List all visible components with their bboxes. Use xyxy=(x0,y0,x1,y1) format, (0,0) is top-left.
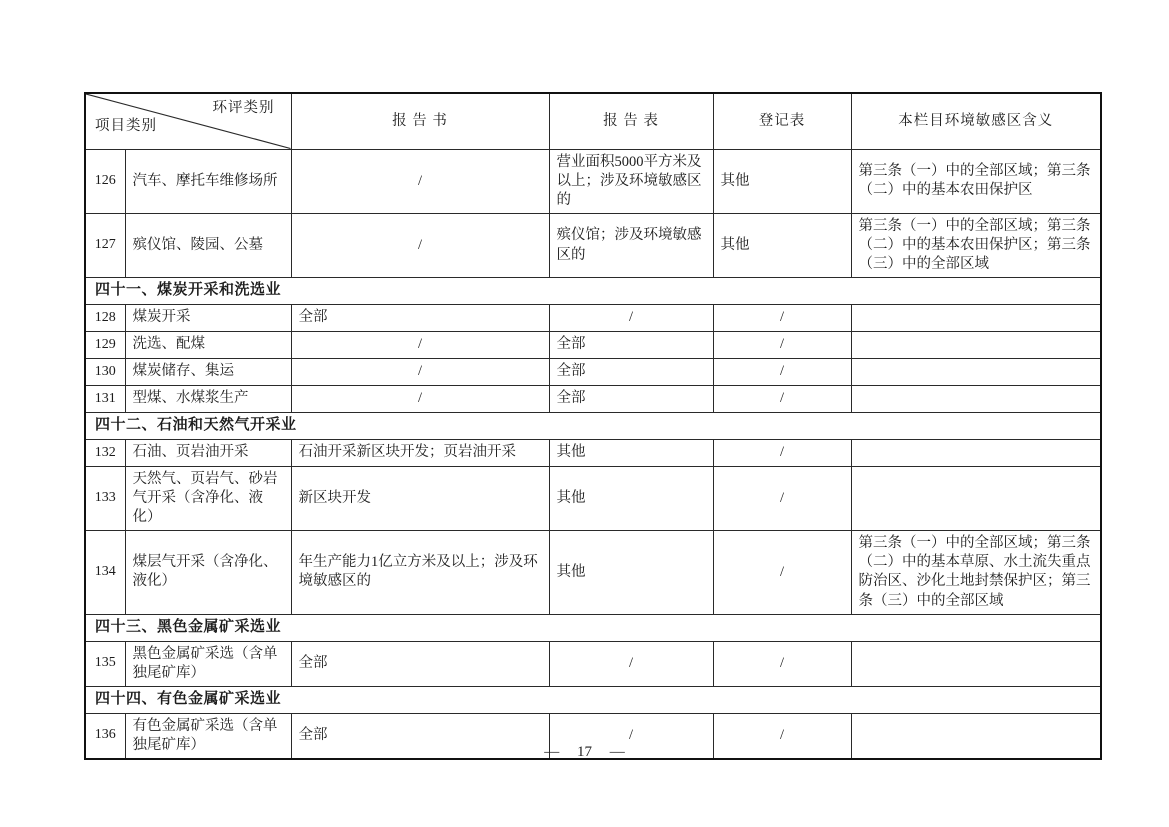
report-form-cell: 全部 xyxy=(549,332,713,359)
section-title: 四十二、石油和天然气开采业 xyxy=(85,413,1101,440)
report-form-cell: / xyxy=(549,305,713,332)
registration-cell: / xyxy=(713,641,851,686)
row-number-cell: 134 xyxy=(85,531,125,615)
registration-cell: / xyxy=(713,332,851,359)
corner-label-eia-category: 环评类别 xyxy=(212,100,275,116)
section-title: 四十一、煤炭开采和洗选业 xyxy=(85,278,1101,305)
row-number-cell: 136 xyxy=(85,713,125,759)
report-book-cell: 全部 xyxy=(291,641,549,686)
report-book-cell: / xyxy=(291,149,549,213)
row-number-cell: 133 xyxy=(85,466,125,530)
report-form-cell: 全部 xyxy=(549,359,713,386)
category-cell: 有色金属矿采选（含单独尾矿库） xyxy=(125,713,291,759)
section-header-row xyxy=(85,413,1101,440)
report-form-cell: 全部 xyxy=(549,386,713,413)
category-cell: 洗选、配煤 xyxy=(125,332,291,359)
table-row xyxy=(85,213,1101,277)
category-cell: 殡仪馆、陵园、公墓 xyxy=(125,213,291,277)
table-row xyxy=(85,439,1101,466)
registration-cell: / xyxy=(713,466,851,530)
section-header-row xyxy=(85,614,1101,641)
row-number-cell: 126 xyxy=(85,149,125,213)
row-number-cell: 132 xyxy=(85,439,125,466)
report-form-cell: 营业面积5000平方米及以上；涉及环境敏感区的 xyxy=(549,149,713,213)
section-header-row xyxy=(85,686,1101,713)
row-number-cell: 130 xyxy=(85,359,125,386)
table-row xyxy=(85,386,1101,413)
meaning-cell xyxy=(851,305,1101,332)
table-row xyxy=(85,466,1101,530)
row-number-cell: 131 xyxy=(85,386,125,413)
column-header-sensitive-area-meaning: 本栏目环境敏感区含义 xyxy=(851,93,1101,149)
report-form-cell: 其他 xyxy=(549,439,713,466)
row-number-cell: 127 xyxy=(85,213,125,277)
section-title: 四十三、黑色金属矿采选业 xyxy=(85,614,1101,641)
column-header-registration-form: 登记表 xyxy=(713,93,851,149)
category-cell: 煤炭开采 xyxy=(125,305,291,332)
category-cell: 汽车、摩托车维修场所 xyxy=(125,149,291,213)
row-number-cell: 135 xyxy=(85,641,125,686)
report-book-cell: 年生产能力1亿立方米及以上；涉及环境敏感区的 xyxy=(291,531,549,615)
report-book-cell: 新区块开发 xyxy=(291,466,549,530)
table-row xyxy=(85,359,1101,386)
section-title: 四十四、有色金属矿采选业 xyxy=(85,686,1101,713)
registration-cell: 其他 xyxy=(713,213,851,277)
category-cell: 石油、页岩油开采 xyxy=(125,439,291,466)
report-book-cell: / xyxy=(291,359,549,386)
report-form-cell: 其他 xyxy=(549,466,713,530)
table-row xyxy=(85,149,1101,213)
table-row xyxy=(85,305,1101,332)
registration-cell: / xyxy=(713,531,851,615)
meaning-cell xyxy=(851,466,1101,530)
category-cell: 黑色金属矿采选（含单独尾矿库） xyxy=(125,641,291,686)
category-cell: 煤层气开采（含净化、液化） xyxy=(125,531,291,615)
registration-cell: / xyxy=(713,713,851,759)
corner-label-project-category: 项目类别 xyxy=(95,118,157,135)
report-book-cell: 全部 xyxy=(291,713,549,759)
page-footer xyxy=(0,744,1169,761)
report-form-cell: 殡仪馆；涉及环境敏感区的 xyxy=(549,213,713,277)
report-book-cell: / xyxy=(291,386,549,413)
meaning-cell xyxy=(851,359,1101,386)
meaning-cell xyxy=(851,386,1101,413)
diagonal-header-cell xyxy=(85,93,291,149)
report-form-cell: / xyxy=(549,641,713,686)
category-cell: 型煤、水煤浆生产 xyxy=(125,386,291,413)
meaning-cell xyxy=(851,641,1101,686)
meaning-cell: 第三条（一）中的全部区域；第三条（二）中的基本草原、水土流失重点防治区、沙化土地封禁保护区；第三条（三）中的全部区域 xyxy=(851,531,1101,615)
meaning-cell xyxy=(851,332,1101,359)
report-book-cell: / xyxy=(291,332,549,359)
report-form-cell: 其他 xyxy=(549,531,713,615)
page-number: — 17 — xyxy=(544,744,625,760)
registration-cell: / xyxy=(713,305,851,332)
registration-cell: / xyxy=(713,439,851,466)
report-form-cell: / xyxy=(549,713,713,759)
registration-cell: 其他 xyxy=(713,149,851,213)
report-book-cell: 石油开采新区块开发；页岩油开采 xyxy=(291,439,549,466)
eia-category-table xyxy=(84,92,1102,760)
section-header-row xyxy=(85,278,1101,305)
registration-cell: / xyxy=(713,386,851,413)
column-header-report-form: 报 告 表 xyxy=(549,93,713,149)
meaning-cell xyxy=(851,439,1101,466)
meaning-cell: 第三条（一）中的全部区域；第三条（二）中的基本农田保护区；第三条（三）中的全部区域 xyxy=(851,213,1101,277)
category-cell: 煤炭储存、集运 xyxy=(125,359,291,386)
row-number-cell: 128 xyxy=(85,305,125,332)
table-row xyxy=(85,332,1101,359)
table-row xyxy=(85,641,1101,686)
report-book-cell: / xyxy=(291,213,549,277)
table-body xyxy=(85,149,1101,759)
category-cell: 天然气、页岩气、砂岩气开采（含净化、液化） xyxy=(125,466,291,530)
column-header-report-book: 报 告 书 xyxy=(291,93,549,149)
row-number-cell: 129 xyxy=(85,332,125,359)
report-book-cell: 全部 xyxy=(291,305,549,332)
registration-cell: / xyxy=(713,359,851,386)
meaning-cell: 第三条（一）中的全部区域；第三条（二）中的基本农田保护区 xyxy=(851,149,1101,213)
header-row xyxy=(85,93,1101,149)
table-row xyxy=(85,531,1101,615)
